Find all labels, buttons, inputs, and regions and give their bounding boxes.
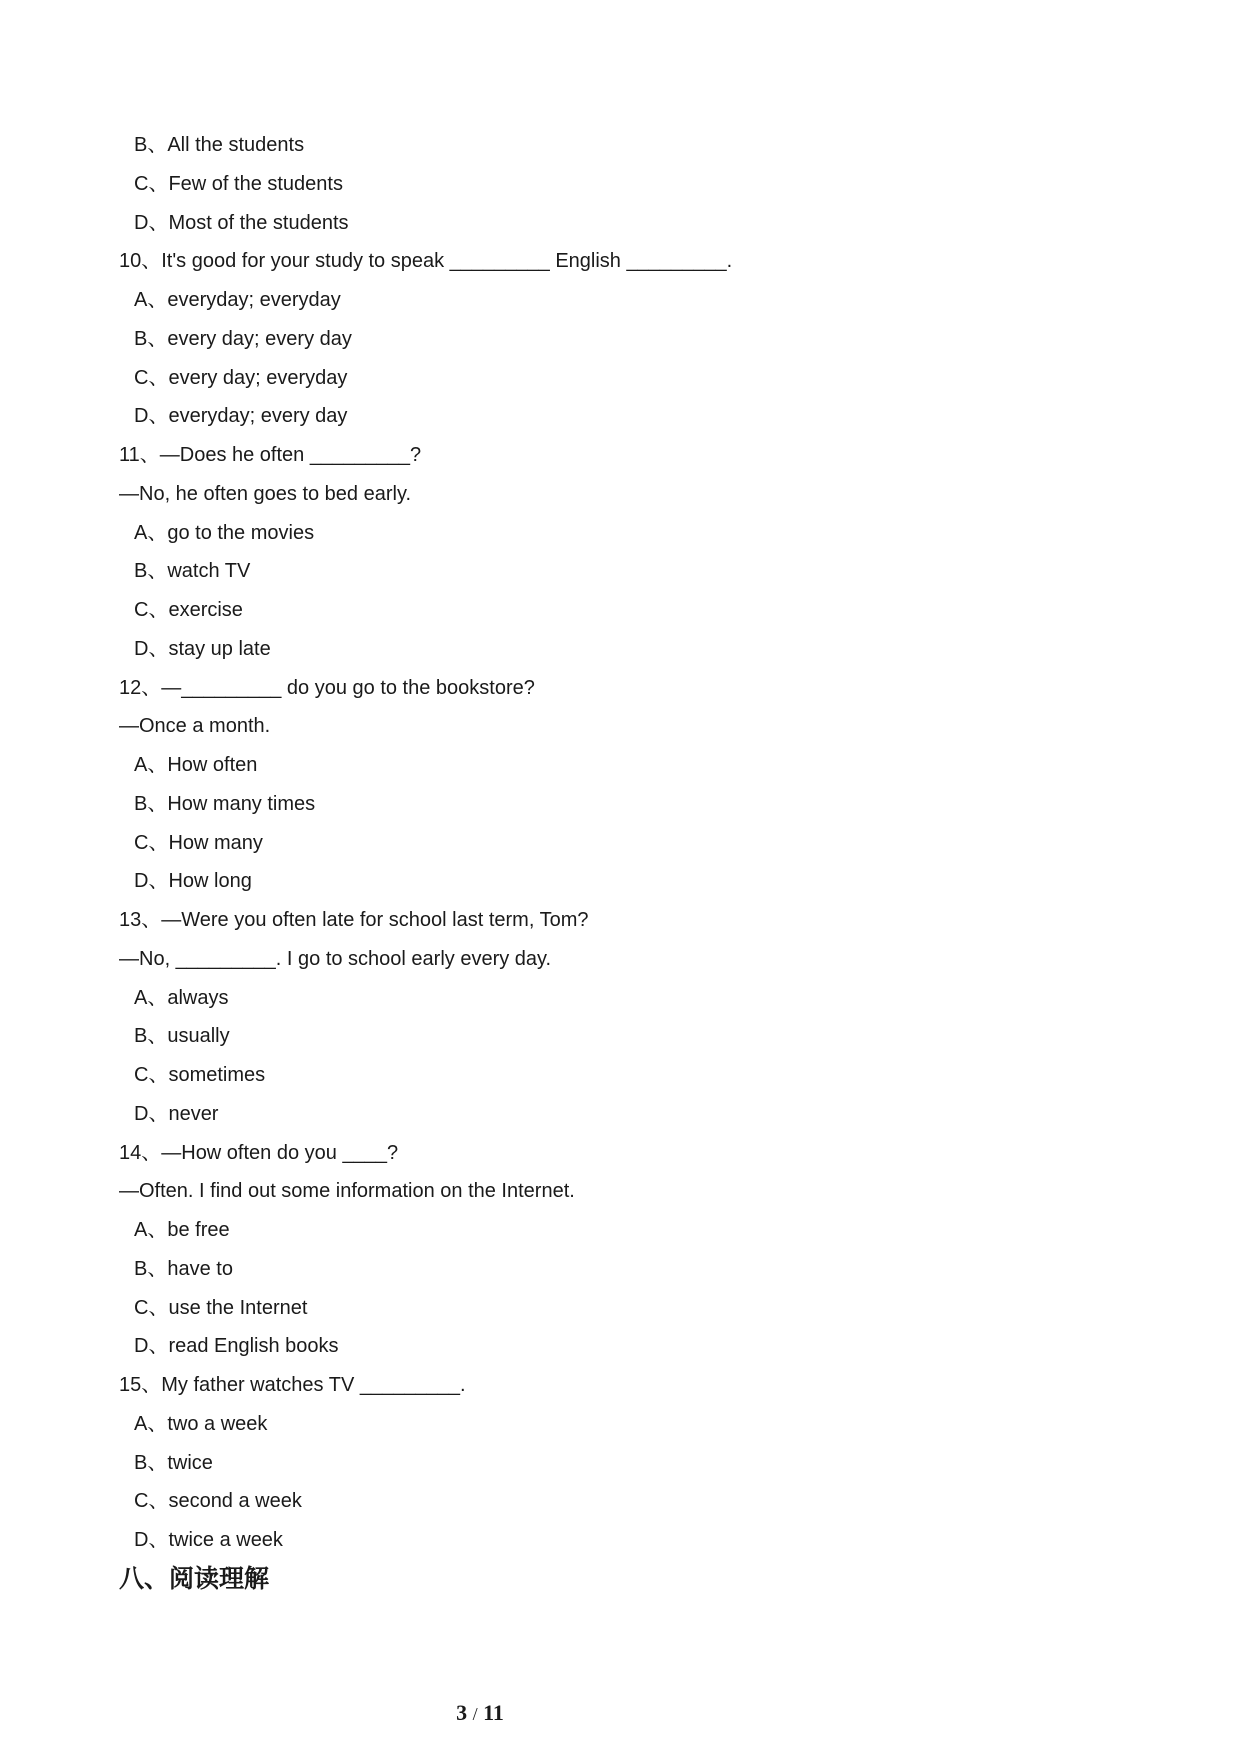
answer-option: B、every day; every day: [134, 327, 352, 350]
question-stem: 14、—How often do you ____?: [119, 1141, 399, 1164]
answer-option: B、usually: [134, 1025, 230, 1048]
answer-option: C、use the Internet: [134, 1296, 308, 1319]
answer-option: C、Few of the students: [134, 172, 343, 195]
page-separator: /: [472, 1704, 478, 1724]
page-current: 3: [456, 1700, 468, 1725]
answer-option: D、read English books: [134, 1335, 339, 1358]
answer-option: B、have to: [134, 1257, 233, 1280]
question-stem: 10、It's good for your study to speak _________ English _________.: [119, 250, 733, 273]
section-heading: 八、阅读理解: [119, 1564, 270, 1593]
answer-option: B、watch TV: [134, 560, 251, 583]
answer-option: B、How many times: [134, 792, 316, 815]
answer-option: B、twice: [134, 1451, 213, 1474]
dialogue-line: —No, he often goes to bed early.: [119, 482, 412, 505]
question-stem: 12、—_________ do you go to the bookstore?: [119, 676, 535, 699]
answer-option: D、Most of the students: [134, 211, 349, 234]
answer-option: D、How long: [134, 870, 252, 893]
dialogue-line: —Often. I find out some information on the Internet.: [119, 1180, 575, 1203]
page-number: [0, 1700, 960, 1726]
question-stem: 11、—Does he often _________?: [119, 444, 422, 466]
answer-option: C、second a week: [134, 1490, 302, 1513]
page-total: 11: [483, 1700, 504, 1725]
answer-option: D、stay up late: [134, 637, 271, 660]
answer-option: C、every day; everyday: [134, 366, 348, 389]
answer-option: A、two a week: [134, 1412, 268, 1435]
question-stem: 15、My father watches TV _________.: [119, 1374, 466, 1396]
question-stem: 13、—Were you often late for school last term, Tom?: [119, 909, 589, 931]
answer-option: A、How often: [134, 754, 258, 776]
answer-option: C、exercise: [134, 599, 243, 621]
answer-option: D、never: [134, 1102, 219, 1125]
answer-option: D、twice a week: [134, 1529, 283, 1551]
answer-option: A、always: [134, 986, 229, 1009]
answer-option: B、All the students: [134, 134, 305, 156]
answer-option: C、sometimes: [134, 1064, 266, 1086]
answer-option: D、everyday; every day: [134, 405, 348, 428]
answer-option: C、How many: [134, 831, 263, 854]
answer-option: A、everyday; everyday: [134, 289, 341, 311]
dialogue-line: —No, _________. I go to school early every day.: [119, 947, 552, 970]
answer-option: A、go to the movies: [134, 521, 315, 544]
dialogue-line: —Once a month.: [119, 715, 271, 738]
answer-option: A、be free: [134, 1219, 230, 1241]
